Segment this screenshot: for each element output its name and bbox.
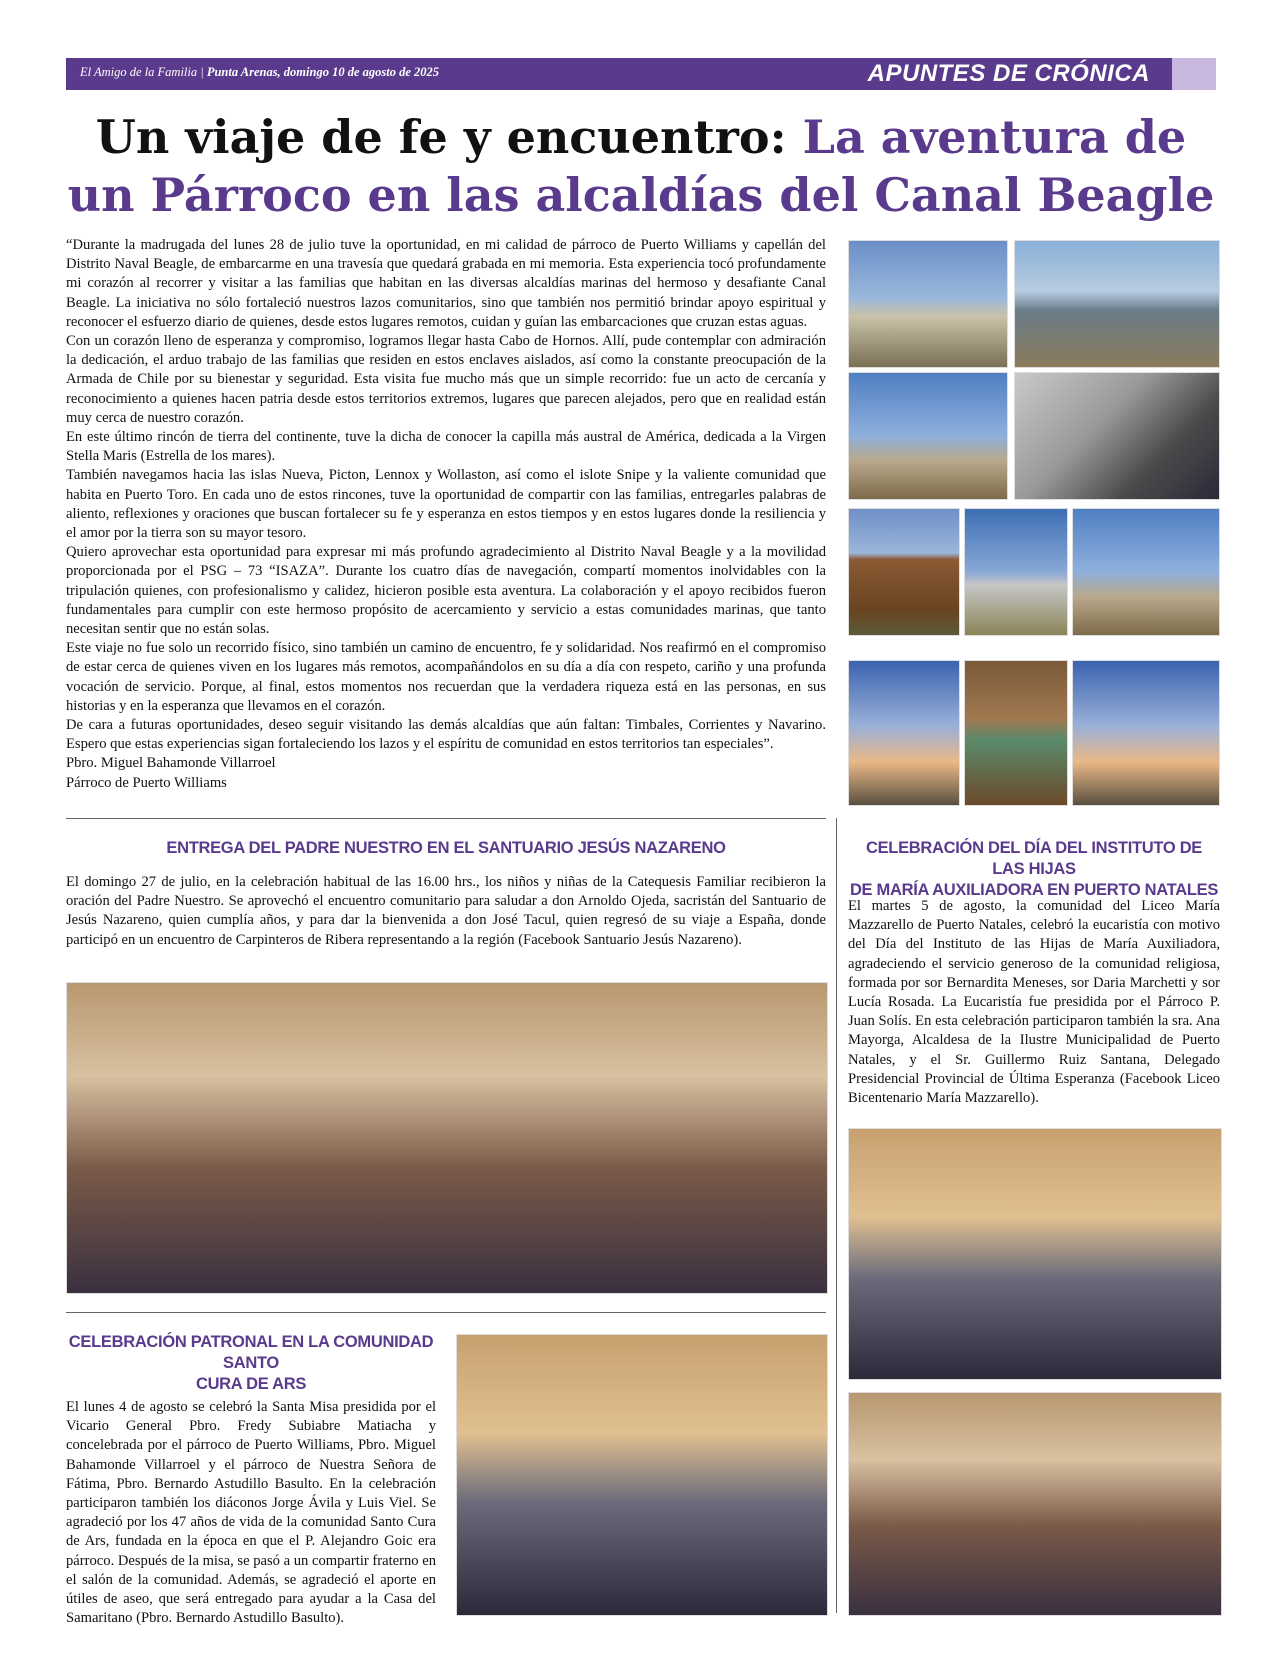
padre-nuestro-body: El domingo 27 de julio, en la celebración habitual de las 16.00 hrs., los niños y niñas de la Catequesis Familiar recibieron la oración del Padre Nuestro. Se aprovechó el encuentro comunitario para saludar a don Arnoldo Ojeda, sacristán del Santuario de Jesús Nazareno, quien cumplía años, y para dar la bienvenida a don José Tacul, quien regresó de su viaje a España, donde participó en un encuentro de Carpinteros de Ribera representando a la región (Facebook Santuario Jesús Nazareno).: [66, 874, 826, 948]
photo-hijas-maria-1: [848, 1128, 1222, 1380]
photo-lighthouse-station: [1072, 508, 1220, 636]
photo-chapel-interior: [964, 660, 1068, 806]
hijas-maria-title: [848, 838, 1220, 901]
separator-horizontal: [66, 818, 826, 819]
section-label: APUNTES DE CRÓNICA: [867, 60, 1150, 87]
paragraph: Quiero aprovechar esta oportunidad para expresar mi más profundo agradecimiento al Distrito Naval Beagle y a la movilidad proporcionada por el PSG – 73 “ISAZA”. Durante los cuatro días de navegación, compartí momentos inolvidables con la tripulación quienes, con profesionalismo y calidez, hicieron posible esta aventura. La colaboración y el apoyo recibidos fueron fundamentales para cumplir con este hermoso propósito de acercamiento y servicio a estas comunidades marinas, que tanto necesitan sentir que no están solas.: [66, 544, 826, 638]
header-dateline: El Amigo de la Familia | Punta Arenas, domingo 10 de agosto de 2025: [80, 65, 440, 79]
signature-title: Párroco de Puerto Williams: [66, 774, 227, 791]
hijas-maria-body: El martes 5 de agosto, la comunidad del Liceo María Mazzarello de Puerto Natales, celebró la eucaristía con motivo del Día del Instituto de las Hijas de María Auxiliadora, agradeciendo el servicio generoso de la comunidad religiosa, formada por sor Bernardita Meneses, sor Daria Marchetti y sor Lucía Rosada. La Eucaristía fue presidida por el Párroco P. Juan Solís. En esta celebración participaron también la sra. Ana Mayorga, Alcaldesa de la Ilustre Municipalidad de Puerto Natales, y el Sr. Guillermo Ruiz Santana, Delegado Presidencial Provincial de Última Esperanza (Facebook Liceo Bicentenario María Mazzarello).: [848, 898, 1220, 1107]
paragraph: Con un corazón lleno de esperanza y compromiso, logramos llegar hasta Cabo de Hornos. Allí, pude contemplar con admiración la dedicación, el arduo trabajo de las familias que residen en estos enclaves aislados, así como la constante preocupación de la Armada de Chile por su bienestar y seguridad. Esta visita fue mucho más que un simple recorrido: fue un acto de cercanía y reconocimiento a quienes hacen patria desde estos territorios extremos, lugares que parecen alejados, pero que en realidad están muy cerca de nuestro corazón.: [66, 333, 826, 426]
publication-name: El Amigo de la Familia: [80, 65, 198, 79]
separator-horizontal: [66, 1312, 826, 1313]
paragraph: De cara a futuras oportunidades, deseo seguir visitando las demás alcaldías que aún faltan: Timbales, Corrientes y Navarino. Espero que estas experiencias sigan fortaleciendo los lazos y el espíritu de comunidad en estos territorios tan especiales”.: [66, 717, 826, 753]
header-band-accent: [1172, 58, 1216, 90]
paragraph: “Durante la madrugada del lunes 28 de julio tuve la oportunidad, en mi calidad de párroco de Puerto Williams y capellán del Distrito Naval Beagle, de embarcarme en una travesía que quedará grabada en mi memoria. Esta experiencia tocó profundamente mi corazón al recorrer y visitar a las familias que habitan en las diversas alcaldías marinas del hermoso y desafiante Canal Beagle. La iniciativa no sólo fortaleció nuestros lazos comunitarios, sino que también nos permitió brindar apoyo espiritual y reconocer el esfuerzo diario de quienes, desde estos lugares remotos, cuidan y guían las embarcaciones que cruzan estas aguas.: [66, 237, 826, 330]
hijas-maria-title-line1: CELEBRACIÓN DEL DÍA DEL INSTITUTO DE LAS HIJAS: [865, 839, 1203, 878]
photo-naval-station: [848, 240, 1008, 368]
photo-selfie: [1014, 372, 1220, 500]
santo-cura-body: El lunes 4 de agosto se celebró la Santa Misa presidida por el Vicario General Pbro. Fredy Subiabre Matiacha y concelebrada por el párroco de Puerto Williams, Pbro. Miguel Bahamonde Villarroel y el párroco de Nuestra Señora de Fátima, Pbro. Bernardo Astudillo Basulto. En la celebración participaron también los diáconos Jorge Ávila y Luis Viel. Se agradeció por los 47 años de vida de la comunidad Santo Cura de Ars, fundada en la época en que el P. Alejandro Goic era párroco. Después de la misa, se pasó a un compartir fraterno en el salón de la comunidad. Además, se agradeció el aporte en útiles de aseo, que será entregado para ayudar a la Casa del Samaritano (Pbro. Bernardo Astudillo Basulto).: [66, 1399, 436, 1627]
photo-virgin-shrine: [964, 508, 1068, 636]
signature-name: Pbro. Miguel Bahamonde Villarroel: [66, 755, 276, 772]
paragraph: También navegamos hacia las islas Nueva, Picton, Lennox y Wollaston, así como el islote Snipe y la valiente comunidad que habita en Puerto Toro. En cada uno de estos rincones, tuve la oportunidad de compartir con las familias, entregarles palabras de aliento, reflexiones y oraciones que buscan fortalecer su fe y esperanza en estos tiempos y en estos lugares donde la resiliencia y el amor por la tierra son su mayor tesoro.: [66, 467, 826, 542]
main-article-body: [66, 236, 826, 793]
headline-black: Un viaje de fe y encuentro:: [95, 110, 803, 164]
santo-cura-title-line1: CELEBRACIÓN PATRONAL EN LA COMUNIDAD SANTO: [68, 1333, 434, 1372]
padre-nuestro-title: ENTREGA DEL PADRE NUESTRO EN EL SANTUARIO JESÚS NAZARENO: [166, 839, 726, 857]
separator-vertical: [836, 818, 837, 1613]
photo-cabo-de-hornos: [1072, 660, 1220, 806]
santo-cura-title: [66, 1332, 436, 1395]
photo-priest-selfie: [848, 660, 960, 806]
santo-cura-title-line2: CURA DE ARS: [195, 1375, 307, 1393]
date-line: Punta Arenas, domingo 10 de agosto de 2025: [206, 65, 440, 79]
photo-padre-nuestro: [66, 982, 828, 1294]
photo-santo-cura: [456, 1334, 828, 1616]
photo-wooden-chapel: [848, 508, 960, 636]
headline-purple: La aventura de un Párroco en las alcaldías del Canal Beagle: [67, 110, 1215, 222]
photo-station-sign: [848, 372, 1008, 500]
main-headline: [66, 108, 1216, 224]
photo-hijas-maria-2: [848, 1392, 1222, 1616]
paragraph: En este último rincón de tierra del continente, tuve la dicha de conocer la capilla más austral de América, dedicada a la Virgen Stella Maris (Estrella de los mares).: [66, 429, 826, 465]
photo-coast: [1014, 240, 1220, 368]
hijas-maria-title-line2: DE MARÍA AUXILIADORA EN PUERTO NATALES: [849, 881, 1219, 899]
paragraph: Este viaje no fue solo un recorrido físico, sino también un camino de encuentro, fe y solidaridad. Nos reafirmó en el compromiso de estar cerca de quienes viven en los lugares más remotos, acompañándolos en su día a día con respeto, cariño y una profunda vocación de servicio. Porque, al final, estos momentos nos recuerdan que la verdadera riqueza está en las personas, en sus historias y en la esperanza que llevamos en el corazón.: [66, 640, 826, 714]
